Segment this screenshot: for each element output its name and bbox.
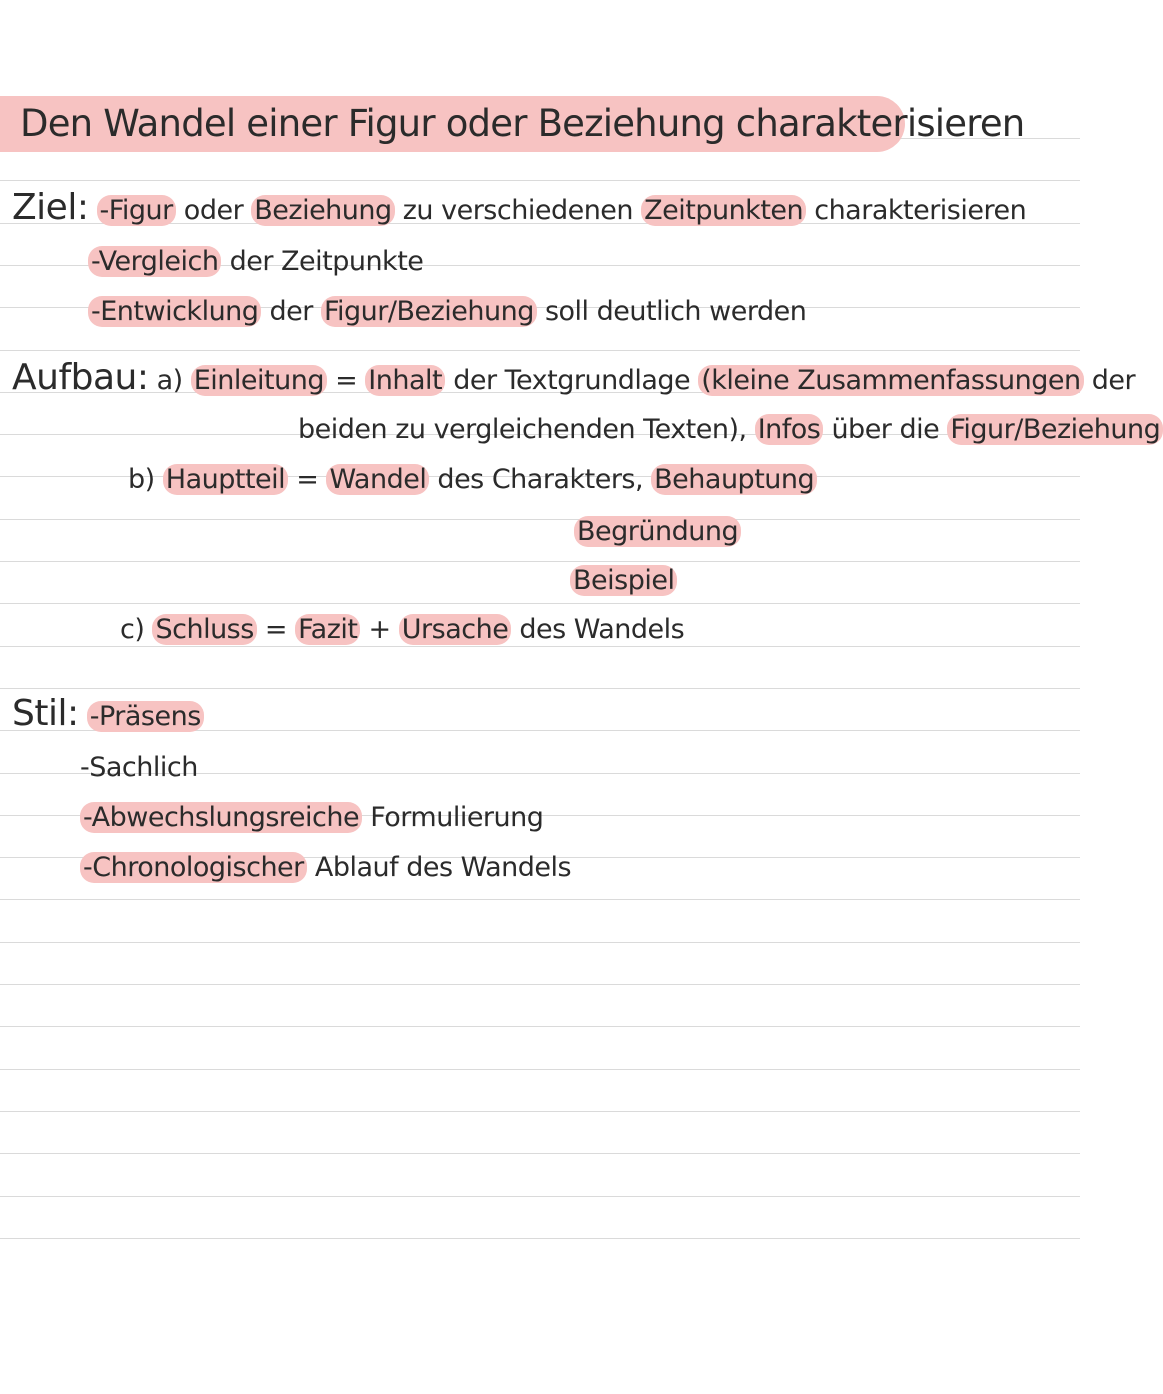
- stil-hl-praesens: -Präsens: [87, 701, 204, 732]
- aufbau-text: a): [148, 365, 191, 396]
- stil-hl-chronologischer: -Chronologischer: [80, 852, 307, 883]
- ruled-line: [0, 180, 1080, 181]
- aufbau-hl-schluss: Schluss: [152, 614, 256, 645]
- ziel-text: zu verschiedenen: [394, 195, 642, 226]
- ruled-line: [0, 1069, 1080, 1070]
- stil-line-3: [80, 800, 543, 836]
- aufbau-label: Aufbau:: [12, 357, 149, 398]
- ziel-hl-figur-beziehung: Figur/Beziehung: [321, 296, 537, 327]
- stil-line-1: [12, 693, 204, 735]
- aufbau-line-b3: [570, 563, 677, 599]
- aufbau-line-a-cont: [298, 412, 1163, 448]
- ziel-label: Ziel:: [12, 187, 89, 228]
- aufbau-hl-zusammenfassungen: (kleine Zusammenfassungen: [698, 365, 1083, 396]
- ziel-text: oder: [175, 195, 252, 226]
- aufbau-line-b: [128, 462, 817, 498]
- ziel-hl-figur: -Figur: [97, 195, 176, 226]
- aufbau-text: =: [326, 365, 366, 396]
- stil-line-2: [80, 750, 198, 786]
- ruled-line: [0, 942, 1080, 943]
- ziel-hl-entwicklung: -Entwicklung: [88, 296, 261, 327]
- ziel-hl-beziehung: Beziehung: [251, 195, 394, 226]
- aufbau-hl-hauptteil: Hauptteil: [163, 464, 288, 495]
- ziel-line-2: [88, 244, 423, 280]
- aufbau-hl-beispiel: Beispiel: [570, 565, 677, 596]
- aufbau-text: c): [120, 614, 153, 645]
- aufbau-text: +: [360, 614, 399, 645]
- ruled-line: [0, 1111, 1080, 1112]
- aufbau-line-a: [12, 357, 1136, 399]
- stil-text: -Sachlich: [80, 752, 198, 783]
- ruled-line: [0, 561, 1080, 562]
- stil-label: Stil:: [12, 693, 79, 734]
- ziel-hl-zeitpunkten: Zeitpunkten: [641, 195, 806, 226]
- stil-text: Ablauf des Wandels: [306, 852, 572, 883]
- aufbau-hl-begruendung: Begründung: [574, 516, 741, 547]
- aufbau-text: =: [256, 614, 296, 645]
- aufbau-text: der Textgrundlage: [445, 365, 699, 396]
- aufbau-hl-behauptung: Behauptung: [651, 464, 817, 495]
- ziel-line-3: [88, 294, 806, 330]
- aufbau-hl-infos: Infos: [755, 414, 824, 445]
- ruled-line: [0, 1153, 1080, 1154]
- aufbau-hl-fazit: Fazit: [295, 614, 360, 645]
- ziel-text: der: [261, 296, 321, 327]
- page-title: Den Wandel einer Figur oder Beziehung charakterisieren: [20, 102, 1025, 145]
- ziel-text: charakterisieren: [806, 195, 1027, 226]
- aufbau-hl-figur-beziehung: Figur/Beziehung: [947, 414, 1163, 445]
- aufbau-text: über die: [823, 414, 948, 445]
- aufbau-hl-wandel: Wandel: [326, 464, 429, 495]
- ruled-line: [0, 1238, 1080, 1239]
- aufbau-text: der: [1083, 365, 1136, 396]
- ruled-line: [0, 603, 1080, 604]
- aufbau-line-b2: [574, 514, 741, 550]
- aufbau-text: beiden zu vergleichenden Texten),: [298, 414, 755, 445]
- ziel-hl-vergleich: -Vergleich: [88, 246, 221, 277]
- stil-hl-abwechslungsreiche: -Abwechslungsreiche: [80, 802, 362, 833]
- ziel-text: der Zeitpunkte: [221, 246, 424, 277]
- aufbau-text: des Charakters,: [429, 464, 652, 495]
- ruled-line: [0, 1196, 1080, 1197]
- aufbau-hl-einleitung: Einleitung: [191, 365, 327, 396]
- stil-line-4: [80, 850, 571, 886]
- aufbau-text: des Wandels: [511, 614, 685, 645]
- aufbau-hl-ursache: Ursache: [399, 614, 512, 645]
- aufbau-text: b): [128, 464, 163, 495]
- aufbau-text: =: [288, 464, 327, 495]
- ziel-text: soll deutlich werden: [536, 296, 807, 327]
- stil-text: Formulierung: [362, 802, 544, 833]
- aufbau-hl-inhalt: Inhalt: [365, 365, 445, 396]
- ruled-line: [0, 984, 1080, 985]
- ruled-line: [0, 350, 1080, 351]
- ruled-line: [0, 688, 1080, 689]
- ruled-line: [0, 519, 1080, 520]
- ruled-line: [0, 1026, 1080, 1027]
- aufbau-line-c: [120, 612, 684, 648]
- ziel-line-1: [12, 187, 1027, 229]
- ruled-line: [0, 899, 1080, 900]
